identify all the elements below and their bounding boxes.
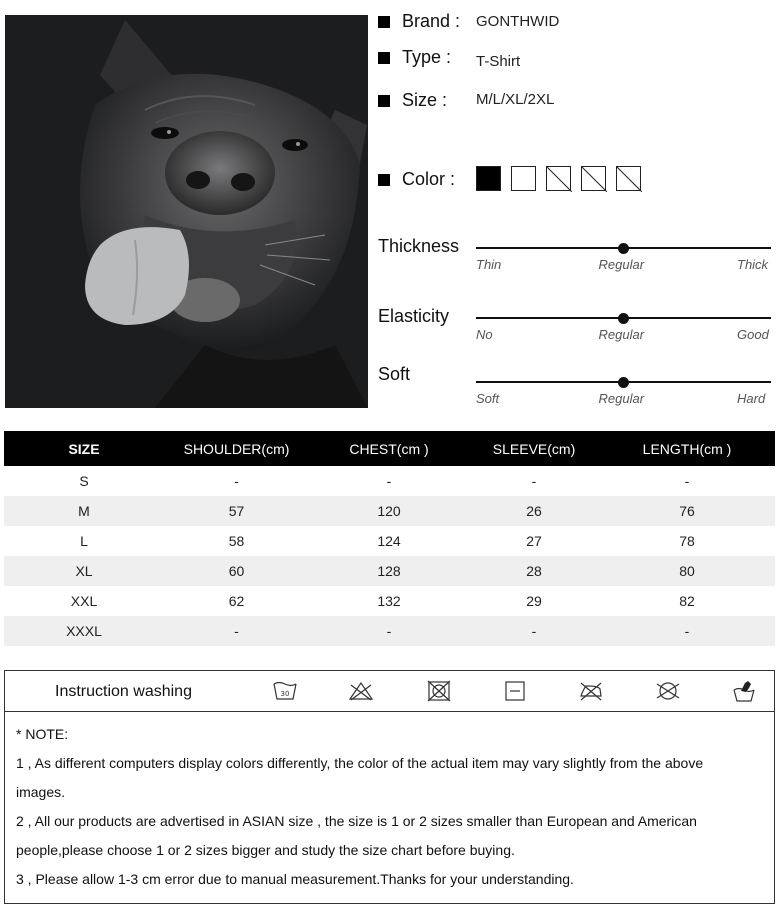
brand-row bbox=[378, 11, 460, 32]
table-cell: 128 bbox=[309, 556, 469, 586]
header-chest: CHEST(cm ) bbox=[309, 431, 469, 466]
washing-header bbox=[5, 671, 774, 712]
washing-notes-box bbox=[4, 670, 775, 904]
dry-flat-icon bbox=[502, 679, 528, 703]
table-cell: 26 bbox=[469, 496, 599, 526]
size-value: M/L/XL/2XL bbox=[476, 91, 555, 108]
do-not-iron-icon bbox=[578, 679, 604, 703]
color-swatch-unavailable bbox=[581, 166, 606, 191]
table-cell: XL bbox=[4, 556, 164, 586]
table-cell: M bbox=[4, 496, 164, 526]
scale-tick-label: Good bbox=[737, 327, 769, 342]
note-line-1: 1 , As different computers display colors differently, the color of the actual item may vary slightly from the above bbox=[16, 755, 704, 771]
scale-marker bbox=[618, 313, 629, 324]
table-cell: S bbox=[79, 473, 89, 489]
table-cell: - bbox=[469, 616, 599, 646]
table-row bbox=[4, 466, 775, 496]
scale-tick-label: Regular bbox=[598, 257, 645, 272]
do-not-tumble-dry-icon bbox=[426, 679, 452, 703]
table-cell: 58 bbox=[228, 533, 245, 549]
type-label: Type : bbox=[402, 47, 452, 67]
bullet-square-icon bbox=[378, 52, 390, 64]
table-cell: 60 bbox=[164, 556, 309, 586]
header-length: LENGTH(cm ) bbox=[599, 431, 775, 466]
bullet-square-icon bbox=[378, 174, 390, 186]
scale-tick-label: No bbox=[476, 327, 493, 342]
table-cell: 78 bbox=[679, 533, 695, 549]
table-cell: 76 bbox=[599, 496, 775, 526]
brand-label: Brand : bbox=[402, 11, 461, 31]
color-swatch-unavailable bbox=[616, 166, 641, 191]
table-cell: 124 bbox=[377, 533, 401, 549]
product-photo bbox=[5, 15, 368, 408]
washing-title: Instruction washing bbox=[55, 683, 192, 700]
table-row bbox=[4, 526, 775, 556]
scale-tick-label: Thick bbox=[737, 257, 769, 272]
table-row bbox=[4, 556, 775, 586]
bullet-square-icon bbox=[378, 95, 390, 107]
table-cell: - bbox=[164, 616, 309, 646]
table-cell: XXL bbox=[70, 593, 98, 609]
table-row bbox=[4, 616, 775, 646]
hand-wash-30-icon bbox=[272, 679, 298, 703]
table-cell: 80 bbox=[599, 556, 775, 586]
table-cell: 62 bbox=[228, 593, 245, 609]
table-cell: - bbox=[309, 616, 469, 646]
size-row bbox=[378, 90, 447, 111]
color-swatch-unavailable bbox=[546, 166, 571, 191]
scale-label: Elasticity bbox=[378, 306, 450, 326]
header-shoulder: SHOULDER(cm) bbox=[164, 431, 309, 466]
scale-marker bbox=[618, 243, 629, 254]
table-header-row bbox=[4, 431, 775, 466]
table-row bbox=[4, 496, 775, 526]
scale-tick-label: Hard bbox=[737, 391, 766, 406]
size-table bbox=[4, 431, 775, 646]
scale-tick-label: Regular bbox=[598, 327, 645, 342]
table-cell: - bbox=[234, 473, 239, 489]
table-cell: 57 bbox=[164, 496, 309, 526]
scale-label: Soft bbox=[378, 364, 411, 384]
type-value: T-Shirt bbox=[476, 53, 521, 70]
table-cell: XXXL bbox=[4, 616, 164, 646]
note-line-1b: images. bbox=[16, 784, 66, 800]
table-row bbox=[4, 586, 775, 616]
table-cell: 132 bbox=[377, 593, 401, 609]
table-cell: - bbox=[531, 473, 537, 489]
table-cell: - bbox=[599, 616, 775, 646]
table-cell: 28 bbox=[469, 556, 599, 586]
color-row bbox=[378, 169, 455, 190]
table-cell: 27 bbox=[526, 533, 542, 549]
do-not-bleach-icon bbox=[348, 679, 374, 703]
type-row bbox=[378, 47, 451, 68]
bullet-square-icon bbox=[378, 16, 390, 28]
header-size: SIZE bbox=[4, 431, 164, 466]
note-line-2: 2 , All our products are advertised in ASIAN size , the size is 1 or 2 sizes smaller than European and American bbox=[16, 813, 697, 829]
color-swatch-white[interactable] bbox=[511, 166, 536, 191]
table-cell: - bbox=[684, 473, 690, 489]
svg-text:30: 30 bbox=[280, 690, 290, 698]
size-label: Size : bbox=[402, 90, 448, 110]
scale-tick-label: Regular bbox=[598, 391, 645, 406]
do-not-dry-clean-icon bbox=[655, 679, 681, 703]
scale-label: Thickness bbox=[378, 236, 460, 256]
header-sleeve: SLEEVE(cm) bbox=[469, 431, 599, 466]
brand-value: GONTHWID bbox=[476, 13, 560, 30]
table-cell: 29 bbox=[526, 593, 542, 609]
table-cell: - bbox=[386, 473, 392, 489]
scale-tick-label: Thin bbox=[476, 257, 502, 272]
scale-marker bbox=[618, 377, 629, 388]
note-line-2b: people,please choose 1 or 2 sizes bigger and study the size chart before buying. bbox=[16, 842, 515, 858]
scale-tick-label: Soft bbox=[476, 391, 500, 406]
color-swatch-black[interactable] bbox=[476, 166, 501, 191]
table-cell: 82 bbox=[679, 593, 695, 609]
table-cell: 120 bbox=[309, 496, 469, 526]
note-heading: * NOTE: bbox=[16, 726, 69, 742]
table-cell: L bbox=[80, 533, 88, 549]
color-label: Color : bbox=[402, 169, 456, 189]
hand-wash-only-icon bbox=[731, 679, 757, 703]
note-line-3: 3 , Please allow 1-3 cm error due to manual measurement.Thanks for your understanding. bbox=[16, 871, 574, 887]
